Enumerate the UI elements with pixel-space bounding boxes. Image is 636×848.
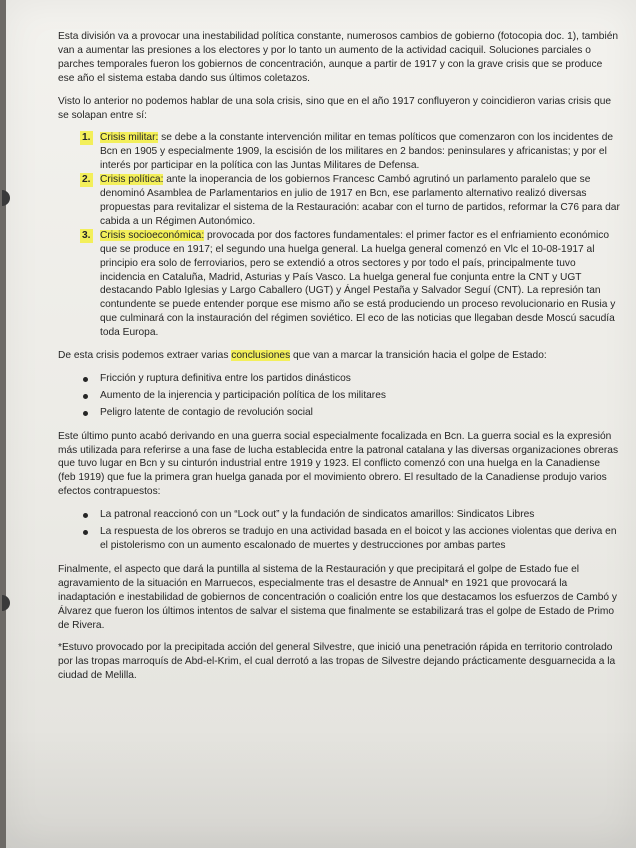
crisis-title-highlighted: Crisis militar:	[100, 132, 159, 144]
list-item: Aumento de la injerencia y participación política de los militares	[100, 389, 620, 403]
bullet-icon	[83, 513, 88, 518]
crisis-item-socioeconomic	[82, 229, 620, 340]
bullet-icon	[83, 394, 88, 399]
crisis-title-highlighted: Crisis política:	[100, 174, 164, 186]
footnote: *Estuvo provocado por la precipitada acción del general Silvestre, que inició una penetración rápida en territorio controlado por las tropas marroquís de Abd-el-Krim, el cual derrotó a las tropas de Silvestre dejando prácticamente desguarnecida a la ciudad de Melilla.	[58, 642, 616, 682]
punch-hole	[2, 190, 10, 206]
crisis-title-highlighted: Crisis socioeconómica:	[100, 229, 205, 241]
final-paragraph: Finalmente, el aspecto que dará la puntilla al sistema de la Restauración y que precipitará el golpe de Estado fue el agravamiento de la situación en Marruecos, especialmente tras el desastre de Annual* en 1921 que provocará la inadaptación e inestabilidad de gobiernos de concentración o coalición entre los que destacamos los esfuerzos de Cambó y Álvarez que fueron los últimos intentos de salvar el sistema que finalmente se estabilizará tras el golpe de Estado de Primo de Rivera.	[58, 563, 617, 631]
list-item: La respuesta de los obreros se tradujo en una actividad basada en el boicot y las acciones violentas que deriva en el pistolerismo con un aumento escalonado de muertes y destrucciones por ambas partes	[100, 525, 620, 553]
conclusions-intro: De esta crisis podemos extraer varias conclusiones que van a marcar la transición hacia el golpe de Estado:	[58, 350, 547, 362]
document-body	[58, 30, 620, 692]
list-item: Peligro latente de contagio de revolución social	[100, 406, 620, 420]
bullet-icon	[83, 377, 88, 382]
crisis-text: ante la inoperancia de los gobiernos Francesc Cambó agrutinó un parlamento paralelo que se denominó Asamblea de Parlamentarios en julio de 1917 en Bcn, ese parlamento alternativo realizó diversas propuestas para revitalizar el sistema de la Restauración: acabar con el turno de partidos, reformar la C76 para dar cabida a un Régimen Autonómico.	[100, 174, 620, 227]
social-war-paragraph: Este último punto acabó derivando en una guerra social especialmente focalizada en Bcn. La guerra social es la expresión más utilizada para referirse a una fase de lucha establecida entre la patronal catalana y las diversas organizaciones obreras que tuvo lugar en Bcn y su cinturón industrial entre 1919 y 1923. El conflicto comenzó con una huelga en la Canadiense (feb 1919) que fue la primera gran huelga ganada por el movimiento obrero. El resultado de la Canadiense produjo varios efectos contrapuestos:	[58, 430, 619, 498]
crisis-list	[58, 131, 620, 340]
conclusions-list	[58, 372, 620, 420]
crisis-item-military	[82, 131, 620, 173]
list-item: La patronal reaccionó con un “Lock out” y la fundación de sindicatos amarillos: Sindicatos Libres	[100, 508, 620, 522]
crisis-intro-paragraph: Visto lo anterior no podemos hablar de una sola crisis, sino que en el año 1917 confluyeron y coincidieron varias crisis que se solapan entre sí:	[58, 95, 612, 121]
list-item: Fricción y ruptura definitiva entre los partidos dinásticos	[100, 372, 620, 386]
bullet-icon	[83, 411, 88, 416]
crisis-text: provocada por dos factores fundamentales: el primer factor es el enfriamiento económico que se produce en 1917; el segundo una huelga general. La huelga general comenzó en Vlc el 10-08-1917 al principio era solo de ferroviarios, pero se extendió a otros sectores y por todo el país, principalmente tuvo incidencia en Cataluña, Madrid, Asturias y País Vasco. La huelga general fue conjunta entre la CNT y UGT destacando Pablo Iglesias y Largo Caballero (UGT) y Ángel Pestaña y Salvador Seguí (CNT). La represión tan contundente se puede entender porque ese mismo año se está produciendo un proceso revolucionario en Rusia y que culminará con la instauración del régimen soviético. El eco de las noticias que llegaban desde Moscú sacudía toda Europa.	[100, 229, 616, 339]
crisis-number: 3.	[82, 229, 91, 241]
effects-list	[58, 508, 620, 553]
intro-paragraph: Esta división va a provocar una inestabilidad política constante, numerosos cambios de gobierno (fotocopia doc. 1), también van a aumentar las presiones a los electores y por lo tanto un aumento de la actividad caciquil. Soluciones parciales o parches temporales fueron los gobiernos de concentración, aunque a partir de 1917 y con la grave crisis que se produce ese año el sistema estaba dando sus últimos coletazos.	[58, 31, 619, 84]
crisis-item-political	[82, 173, 620, 229]
punch-hole	[2, 595, 10, 611]
conclusions-highlight: conclusiones	[231, 350, 291, 362]
document-page	[6, 0, 636, 848]
crisis-text: se debe a la constante intervención militar en temas políticos que comenzaron con los incidentes de Bcn en 1905 y especialmente 1909, la escisión de los militares en 2 bandos: peninsulares y africanistas; y por el interés por participar en la política con las Juntas Militares de Defensa.	[100, 132, 614, 172]
crisis-number: 2.	[82, 174, 91, 186]
bullet-icon	[83, 530, 88, 535]
crisis-number: 1.	[82, 132, 91, 144]
